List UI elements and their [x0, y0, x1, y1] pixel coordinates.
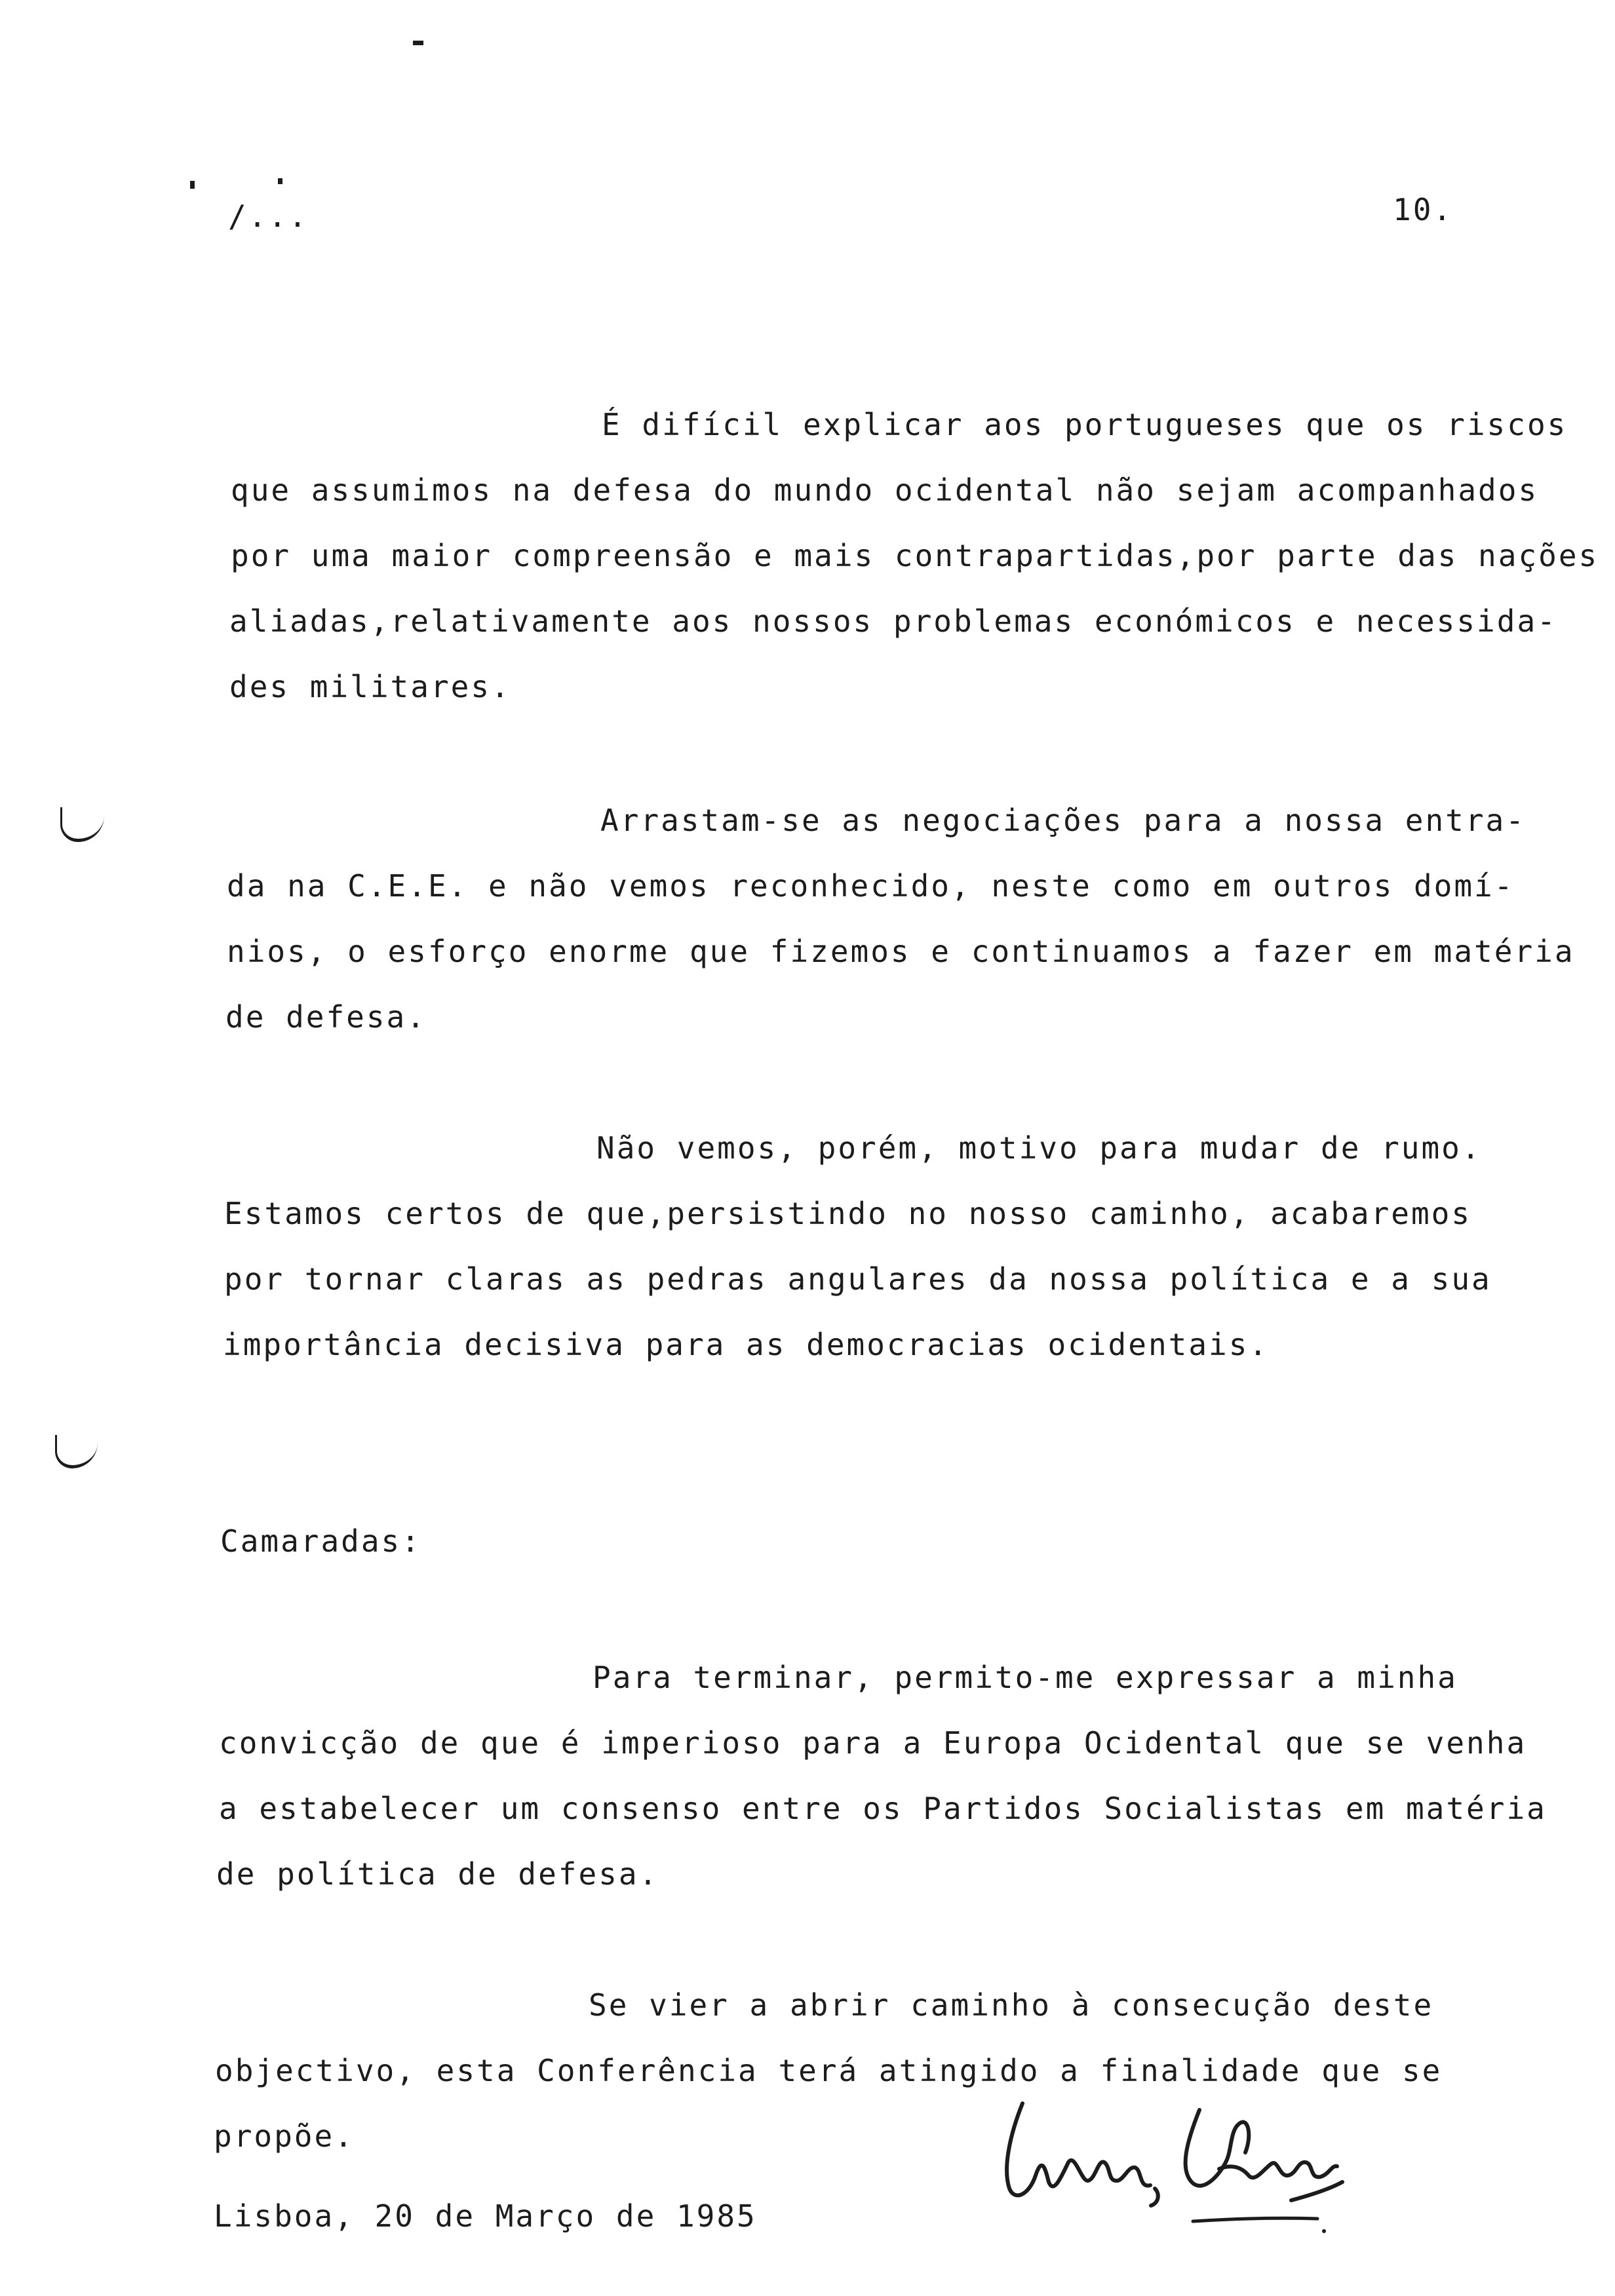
- paragraph-5-line-3: a estabelecer um consenso entre os Partidos Socialistas em matéria: [219, 1791, 1547, 1826]
- paragraph-2-line-2: da na C.E.E. e não vemos reconhecido, neste como em outros domí-: [227, 868, 1515, 904]
- paragraph-5-line-4: de política de defesa.: [216, 1856, 659, 1892]
- paragraph-1-line-1: É difícil explicar aos portugueses que os riscos: [602, 407, 1568, 442]
- paragraph-1-line-4: aliadas,relativamente aos nossos problemas económicos e necessida-: [229, 603, 1557, 639]
- paragraph-3-line-3: por tornar claras as pedras angulares da nossa política e a sua: [224, 1261, 1492, 1297]
- stray-mark-left: [190, 181, 195, 189]
- page-number: 10.: [1393, 192, 1454, 227]
- stray-mark-top: [413, 41, 423, 45]
- signature: [983, 2090, 1350, 2241]
- margin-bracket-1: [60, 807, 104, 842]
- stray-mark-right: [278, 178, 282, 184]
- paragraph-2-line-4: de defesa.: [225, 999, 427, 1035]
- paragraph-6-line-3: propõe.: [214, 2118, 355, 2154]
- paragraph-3-line-1: Não vemos, porém, motivo para mudar de rumo.: [596, 1130, 1482, 1166]
- paragraph-5-line-2: convicção de que é imperioso para a Europa Ocidental que se venha: [219, 1725, 1527, 1761]
- place-and-date: Lisboa, 20 de Março de 1985: [214, 2198, 757, 2234]
- salutation: Camaradas:: [220, 1523, 421, 1559]
- paragraph-2-line-3: nios, o esforço enorme que fizemos e continuamos a fazer em matéria: [227, 934, 1575, 969]
- paragraph-5-line-1: Para terminar, permito-me expressar a minha: [593, 1660, 1458, 1695]
- paragraph-1-line-2: que assumimos na defesa do mundo ocidental não sejam acompanhados: [231, 472, 1539, 508]
- paragraph-1-line-3: por uma maior compreensão e mais contrapartidas,por parte das nações: [231, 538, 1599, 573]
- paragraph-1-line-5: des militares.: [229, 669, 511, 704]
- paragraph-3-line-2: Estamos certos de que,persistindo no nosso caminho, acabaremos: [224, 1196, 1472, 1231]
- paragraph-6-line-1: Se vier a abrir caminho à consecução deste: [589, 1987, 1434, 2023]
- paragraph-2-line-1: Arrastam-se as negociações para a nossa entra-: [600, 803, 1526, 838]
- margin-bracket-2: [55, 1435, 98, 1468]
- continuation-marker: /...: [228, 199, 309, 234]
- paragraph-6-line-2: objectivo, esta Conferência terá atingido a finalidade que se: [215, 2053, 1443, 2088]
- paragraph-3-line-4: importância decisiva para as democracias ocidentais.: [223, 1327, 1270, 1362]
